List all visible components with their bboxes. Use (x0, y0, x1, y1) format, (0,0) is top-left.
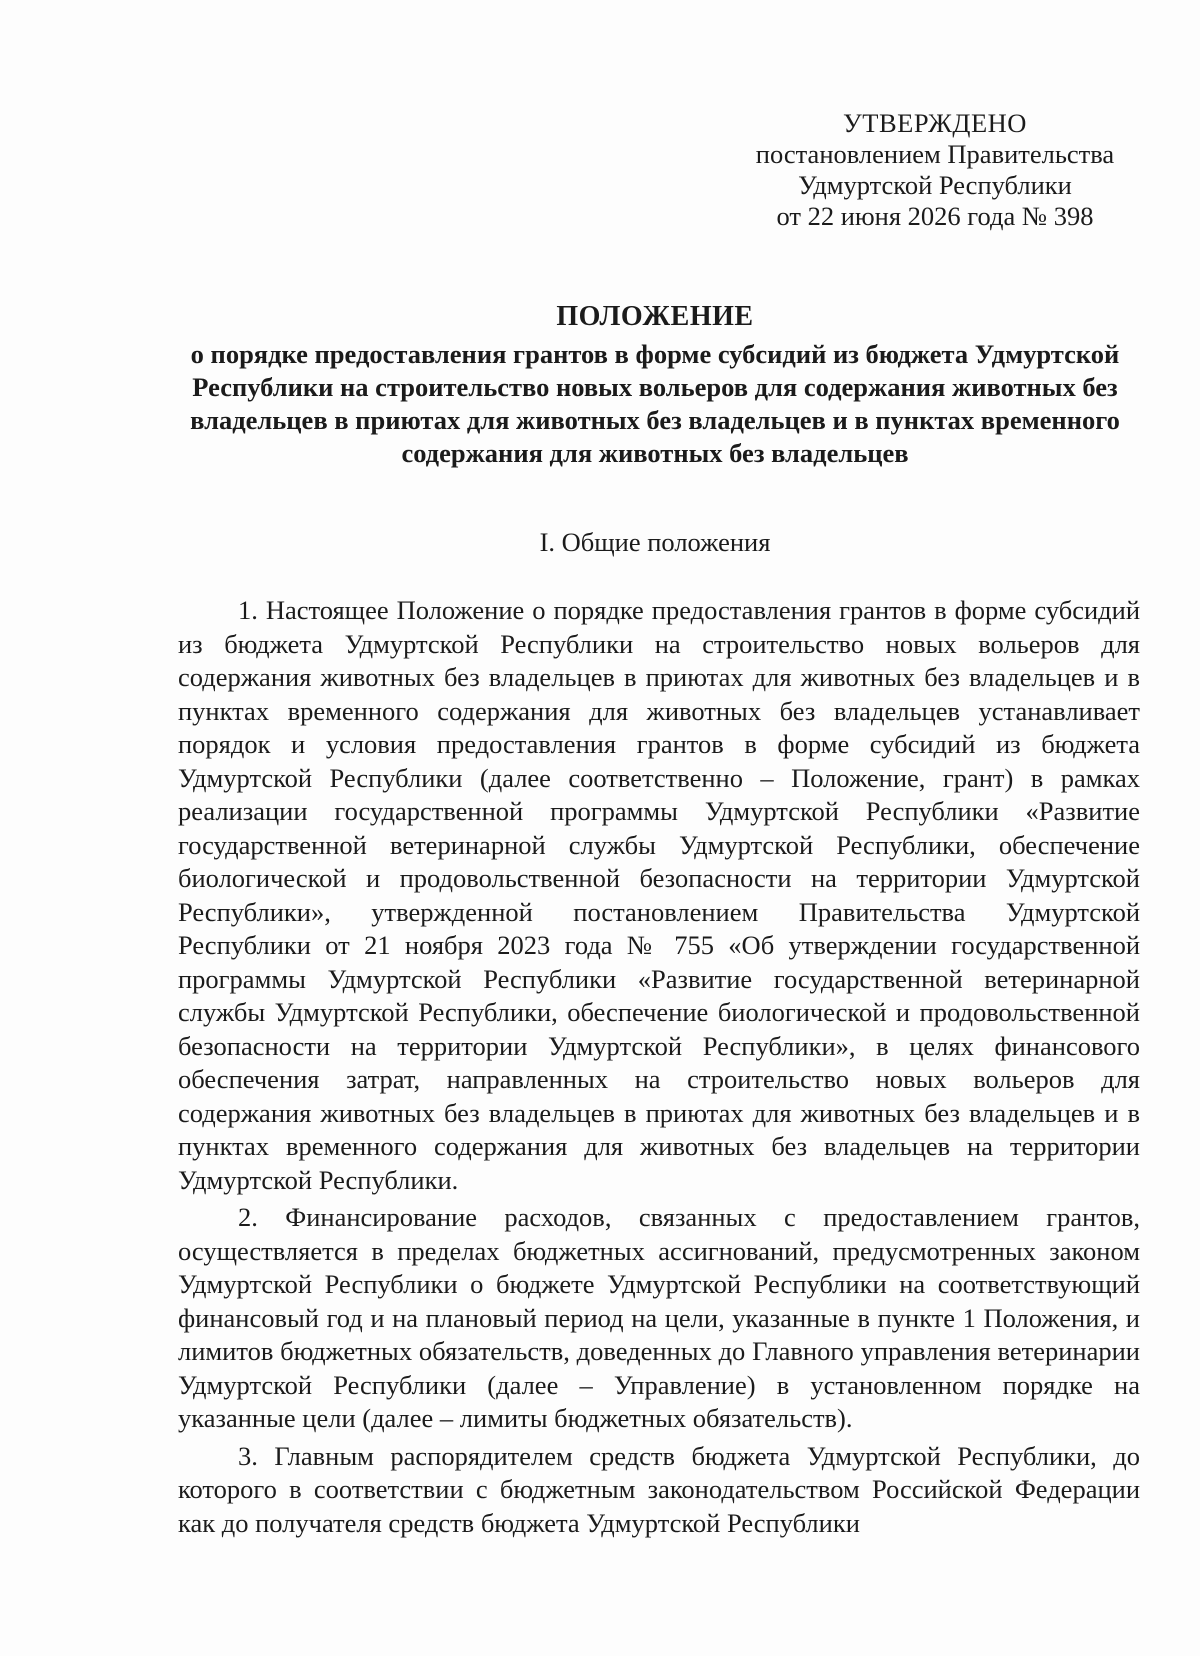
section-heading: I. Общие положения (539, 527, 771, 557)
approval-line-republic: Удмуртской Республики (798, 170, 1072, 200)
paragraph-2: 2. Финансирование расходов, связанных с предоставлением грантов, осуществляется в пределах бюджетных ассигнований, предусмотренных законом Удмуртской Республики о бюджете Удмуртской Республики на соответствующий финансовый год и на плановый период на цели, указанные в пункте 1 Положения, и лимитов бюджетных обязательств, доведенных до Главного управления ветеринарии Удмуртской Республики (далее – Управление) в установленном порядке на указанные цели (далее – лимиты бюджетных обязательств). (178, 1202, 1140, 1433)
document-body (178, 594, 1140, 1544)
document-title-block (160, 300, 1150, 470)
document-subtitle: о порядке предоставления грантов в форме субсидий из бюджета Удмуртской Республики на строительство новых вольеров для содержания животных без владельцев в приютах для животных без владельцев и в пунктах временного содержания для животных без владельцев (190, 339, 1120, 468)
document-title: ПОЛОЖЕНИЕ (556, 301, 754, 332)
approval-title: УТВЕРЖДЕНО (843, 108, 1027, 138)
paragraph-3: 3. Главным распорядителем средств бюджета Удмуртской Республики, до которого в соответствии с бюджетным законодательством Российской Федерации как до получателя средств бюджета Удмуртской Республики (178, 1440, 1140, 1538)
approval-line-resolution: постановлением Правительства (755, 139, 1115, 169)
approval-line-date: от 22 июня 2026 года № 398 (776, 201, 1094, 231)
approval-stamp (735, 108, 1135, 232)
paragraph-1: 1. Настоящее Положение о порядке предоставления грантов в форме субсидий из бюджета Удмуртской Республики на строительство новых вольеров для содержания животных без владельцев в приютах для животных без владельцев и в пунктах временного содержания для животных без владельцев устанавливает порядок и условия предоставления грантов в форме субсидий из бюджета Удмуртской Республики (далее соответственно – Положение, грант) в рамках реализации государственной программы Удмуртской Республики «Развитие государственной ветеринарной службы Удмуртской Республики, обеспечение биологической и продовольственной безопасности на территории Удмуртской Республики», утвержденной постановлением Правительства Удмуртской Республики от 21 ноября 2023 года № 755 «Об утверждении государственной программы Удмуртской Республики «Развитие государственной ветеринарной службы Удмуртской Республики, обеспечение биологической и продовольственной безопасности на территории Удмуртской Республики», в целях финансового обеспечения затрат, направленных на строительство новых вольеров для содержания животных без владельцев в приютах для животных без владельцев и в пунктах временного содержания для животных без владельцев на территории Удмуртской Республики. (178, 595, 1140, 1195)
